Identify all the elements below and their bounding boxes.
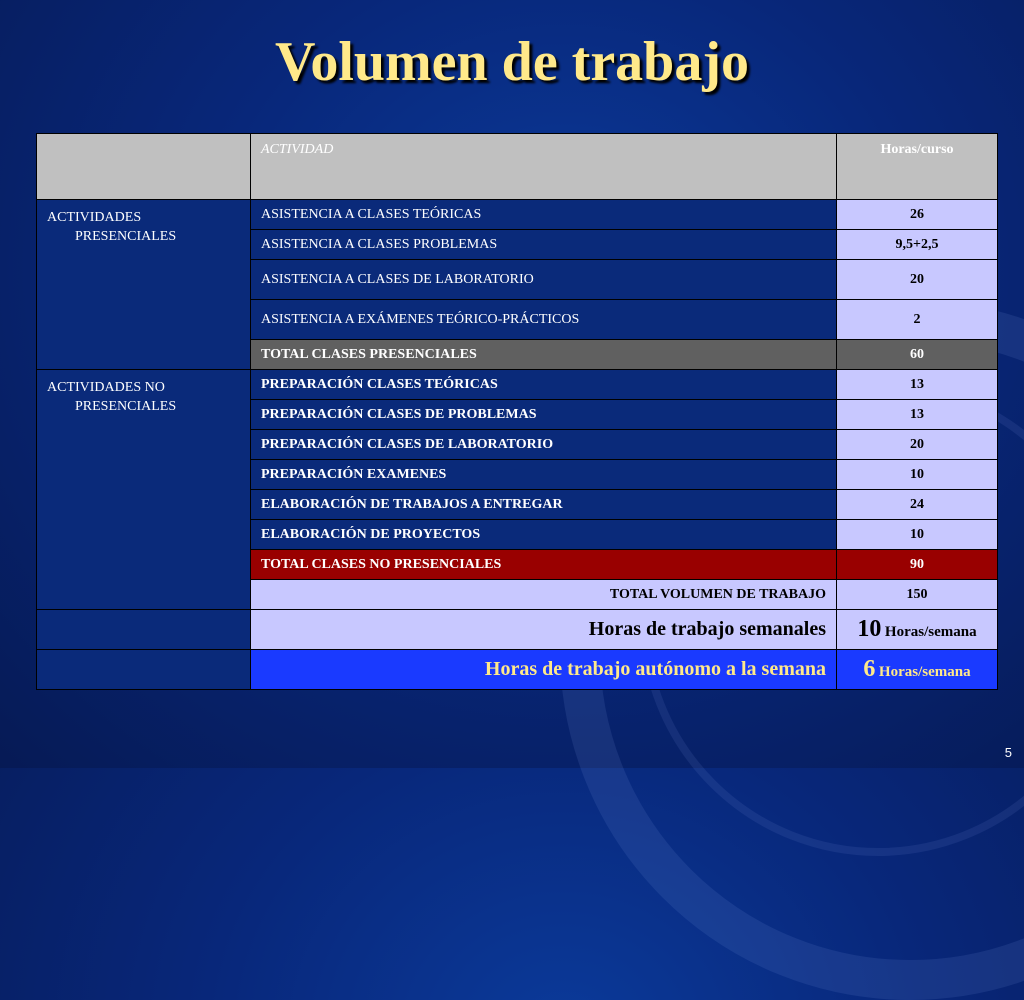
horas-autonomo-value-cell (837, 650, 998, 690)
workload-table (36, 133, 998, 690)
activity-hours: 20 (837, 430, 998, 460)
horas-semanales-unit: Horas/semana (884, 624, 977, 640)
total-volumen-value: 150 (837, 580, 998, 610)
group-no-presenciales-line2: PRESENCIALES (75, 399, 177, 414)
activity-label: ASISTENCIA A CLASES TEÓRICAS (251, 200, 837, 230)
activity-label: PREPARACIÓN CLASES TEÓRICAS (251, 370, 837, 400)
horas-semanales-label: Horas de trabajo semanales (251, 610, 837, 650)
horas-semanales-value: 10 (857, 616, 882, 642)
activity-hours: 20 (837, 260, 998, 300)
total-presenciales-value: 60 (837, 340, 998, 370)
total-volumen-label: TOTAL VOLUMEN DE TRABAJO (251, 580, 837, 610)
activity-hours: 13 (837, 400, 998, 430)
slide-title: Volumen de trabajo (275, 31, 749, 93)
group-no-presenciales-line1: ACTIVIDADES NO (47, 380, 165, 395)
total-presenciales-label: TOTAL CLASES PRESENCIALES (251, 340, 837, 370)
page-number: 5 (1004, 745, 1012, 760)
activity-label: ELABORACIÓN DE TRABAJOS A ENTREGAR (251, 490, 837, 520)
table-row (37, 370, 998, 400)
table-row (37, 200, 998, 230)
activity-hours: 24 (837, 490, 998, 520)
activity-label: PREPARACIÓN CLASES DE LABORATORIO (251, 430, 837, 460)
activity-label: ELABORACIÓN DE PROYECTOS (251, 520, 837, 550)
header-empty-cell (37, 134, 251, 200)
activity-label: PREPARACIÓN CLASES DE PROBLEMAS (251, 400, 837, 430)
activity-hours: 13 (837, 370, 998, 400)
group-presenciales-line1: ACTIVIDADES (47, 210, 142, 225)
horas-autonomo-row (37, 650, 998, 690)
horas-semanales-value-cell (837, 610, 998, 650)
activity-hours: 2 (837, 300, 998, 340)
activity-label: ASISTENCIA A CLASES DE LABORATORIO (251, 260, 837, 300)
activity-hours: 10 (837, 460, 998, 490)
activity-hours: 26 (837, 200, 998, 230)
group-no-presenciales (37, 370, 251, 610)
table-header-row (37, 134, 998, 200)
horas-autonomo-unit: Horas/semana (878, 664, 971, 680)
activity-hours: 10 (837, 520, 998, 550)
header-horas-curso: Horas/curso (837, 134, 998, 200)
horas-autonomo-value: 6 (863, 656, 876, 682)
horas-semanales-row (37, 610, 998, 650)
activity-hours: 9,5+2,5 (837, 230, 998, 260)
activity-label: ASISTENCIA A CLASES PROBLEMAS (251, 230, 837, 260)
activity-label: ASISTENCIA A EXÁMENES TEÓRICO-PRÁCTICOS (251, 300, 837, 340)
horas-autonomo-label: Horas de trabajo autónomo a la semana (251, 650, 837, 690)
total-no-presenciales-label: TOTAL CLASES NO PRESENCIALES (251, 550, 837, 580)
header-actividad: ACTIVIDAD (251, 134, 837, 200)
activity-label: PREPARACIÓN EXAMENES (251, 460, 837, 490)
group-presenciales-line2: PRESENCIALES (75, 229, 177, 244)
empty-cell (37, 610, 251, 650)
empty-cell (37, 650, 251, 690)
total-no-presenciales-value: 90 (837, 550, 998, 580)
group-presenciales (37, 200, 251, 370)
